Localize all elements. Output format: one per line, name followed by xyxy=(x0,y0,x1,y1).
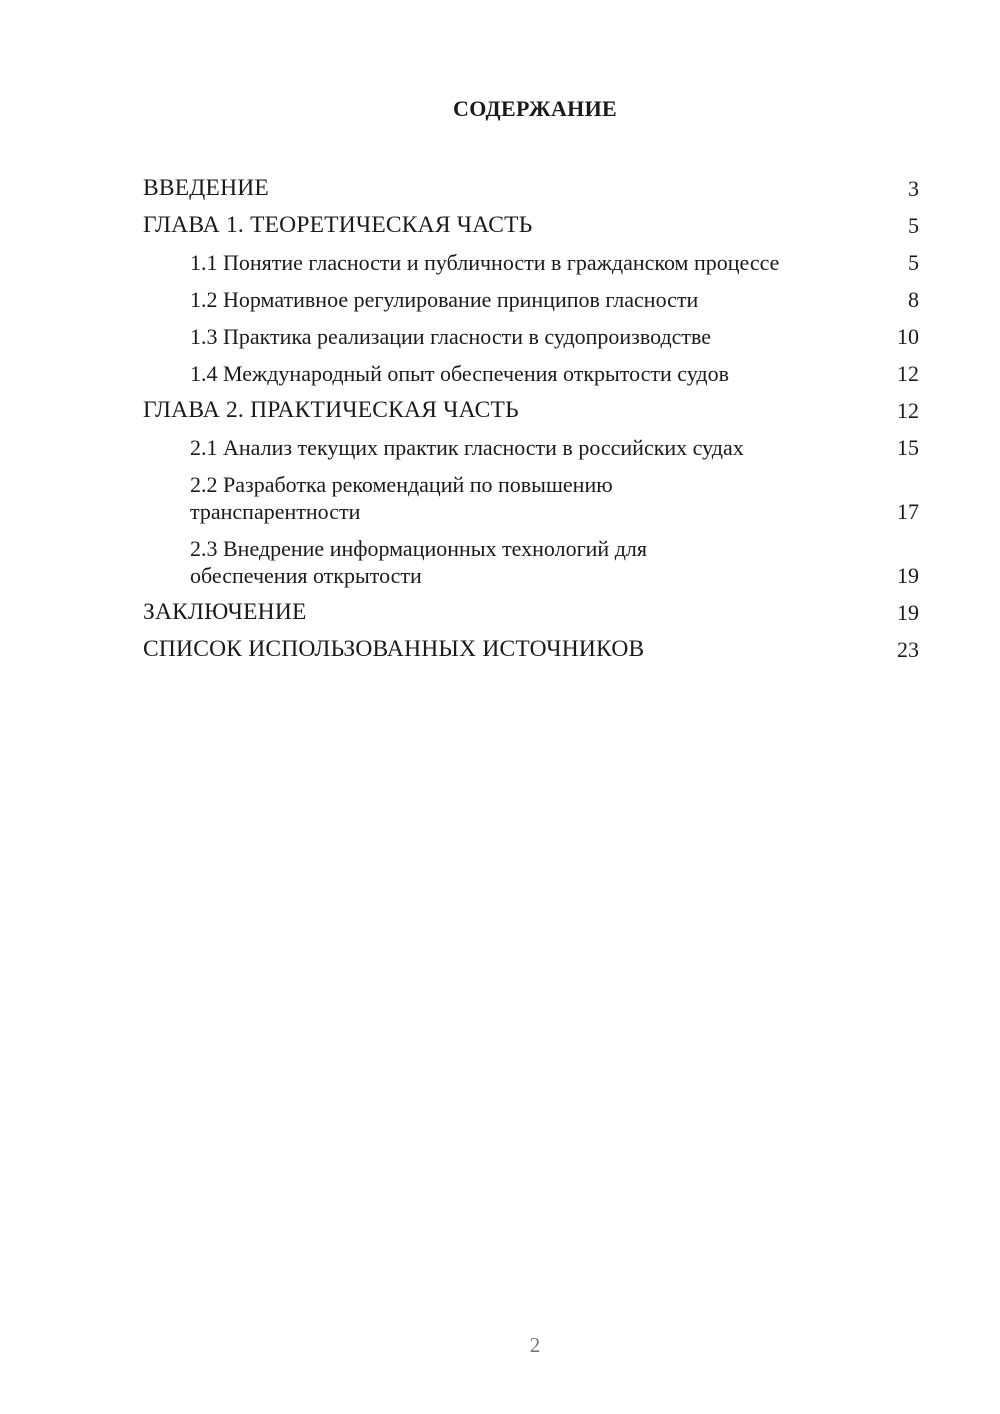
toc-entry-page: 19 xyxy=(897,600,919,625)
page-number: 2 xyxy=(529,1333,541,1357)
toc-entry-text: 1.4 Международный опыт обеспечения открытости судов xyxy=(190,361,729,386)
toc-entry-section-1-4[interactable] xyxy=(143,355,919,392)
toc-entry-chapter-1[interactable] xyxy=(143,207,919,244)
toc-entry-section-2-3[interactable] xyxy=(143,530,919,594)
toc-entry-text: ЗАКЛЮЧЕНИЕ xyxy=(143,599,307,625)
toc-entry-text: 2.3 Внедрение информационных технологий для обеспечения открытости xyxy=(190,536,647,588)
toc-entry-page: 5 xyxy=(908,250,919,275)
toc-entry-text: 2.2 Разработка рекомендаций по повышению транспарентности xyxy=(190,472,613,524)
toc-entry-text: 2.1 Анализ текущих практик гласности в российских судах xyxy=(190,435,744,460)
toc-entry-section-1-1[interactable] xyxy=(143,244,919,281)
toc-entry-section-1-2[interactable] xyxy=(143,281,919,318)
page-title: СОДЕРЖАНИЕ xyxy=(453,96,617,121)
toc-entry-section-2-2[interactable] xyxy=(143,466,919,530)
toc-entry-text: ГЛАВА 1. ТЕОРЕТИЧЕСКАЯ ЧАСТЬ xyxy=(143,212,533,238)
toc-entry-text: ВВЕДЕНИЕ xyxy=(143,175,269,201)
toc-entry-text: СПИСОК ИСПОЛЬЗОВАННЫХ ИСТОЧНИКОВ xyxy=(143,636,645,662)
toc-entry-page: 17 xyxy=(897,499,919,524)
toc-entry-page: 12 xyxy=(897,361,919,386)
toc-entry-page: 8 xyxy=(908,287,919,312)
toc-entry-page: 15 xyxy=(897,435,919,460)
toc-entry-page: 12 xyxy=(897,398,919,423)
toc-entry-page: 19 xyxy=(897,563,919,588)
table-of-contents xyxy=(143,170,919,668)
toc-entry-references[interactable] xyxy=(143,631,919,668)
toc-entry-introduction[interactable] xyxy=(143,170,919,207)
toc-entry-page: 3 xyxy=(908,176,919,201)
toc-entry-text: ГЛАВА 2. ПРАКТИЧЕСКАЯ ЧАСТЬ xyxy=(143,397,519,423)
toc-entry-text: 1.3 Практика реализации гласности в судопроизводстве xyxy=(190,324,712,349)
toc-entry-page: 10 xyxy=(897,324,919,349)
toc-entry-section-1-3[interactable] xyxy=(143,318,919,355)
toc-entry-text: 1.1 Понятие гласности и публичности в гражданском процессе xyxy=(190,250,780,275)
toc-entry-conclusion[interactable] xyxy=(143,594,919,631)
toc-entry-text: 1.2 Нормативное регулирование принципов гласности xyxy=(190,287,699,312)
toc-entry-page: 23 xyxy=(897,637,919,662)
toc-entry-page: 5 xyxy=(908,213,919,238)
toc-entry-chapter-2[interactable] xyxy=(143,392,919,429)
toc-entry-section-2-1[interactable] xyxy=(143,429,919,466)
